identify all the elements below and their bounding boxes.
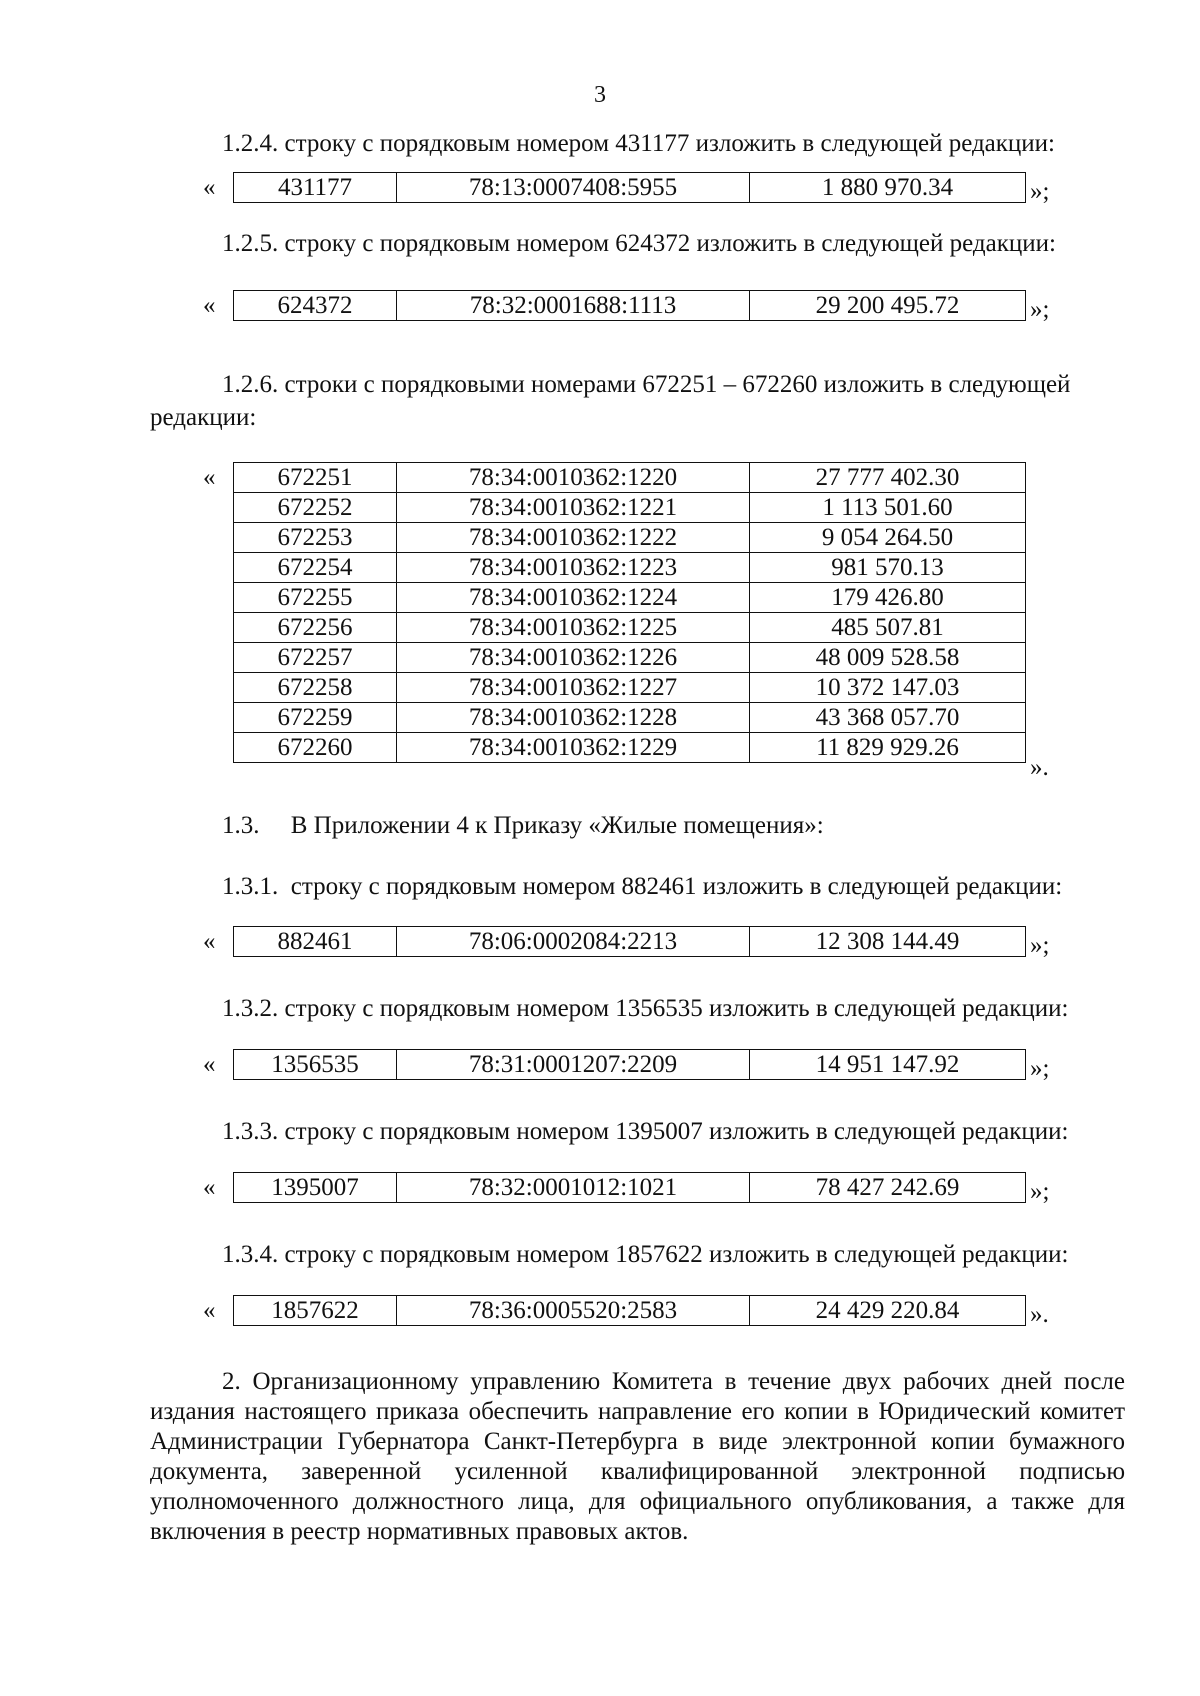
table-row (234, 291, 1026, 321)
cell-cadastral: 78:36:0005520:2583 (397, 1296, 750, 1326)
table-row (234, 1173, 1026, 1203)
closing-paragraph: 2. Организационному управлению Комитета в течение двух рабочих дней после издания настоящего приказа обеспечить направление его копии в Юридический комитет Администрации Губернатора Санкт-Петербурга в виде электронной копии бумажного документа, заверенной усиленной квалифицированной электронной подписью уполномоченного должностного лица, для официального опубликования, а также для включения в реестр нормативных правовых актов. (150, 1368, 1125, 1545)
cell-number: 672257 (234, 643, 397, 673)
table-row (234, 1296, 1026, 1326)
cell-number: 1395007 (234, 1173, 397, 1203)
cell-value: 981 570.13 (750, 553, 1026, 583)
close-quote: ». (1030, 1301, 1049, 1328)
close-quote: »; (1030, 296, 1050, 323)
table-row (234, 613, 1026, 643)
cell-number: 672260 (234, 733, 397, 763)
cell-number: 672256 (234, 613, 397, 643)
clause-1-3-4: 1.3.4. строку с порядковым номером 1857622 изложить в следующей редакции: (222, 1241, 1069, 1268)
table-row (234, 553, 1026, 583)
open-quote: « (203, 174, 216, 201)
cell-value: 29 200 495.72 (750, 291, 1026, 321)
cell-number: 672258 (234, 673, 397, 703)
cell-cadastral: 78:34:0010362:1225 (397, 613, 750, 643)
close-quote: »; (1030, 178, 1050, 205)
cell-cadastral: 78:34:0010362:1229 (397, 733, 750, 763)
cell-cadastral: 78:13:0007408:5955 (397, 173, 750, 203)
table-row (234, 523, 1026, 553)
cell-value: 48 009 528.58 (750, 643, 1026, 673)
cell-number: 1356535 (234, 1050, 397, 1080)
close-quote: ». (1030, 754, 1049, 781)
cell-value: 1 880 970.34 (750, 173, 1026, 203)
table-clause-1-2-4 (233, 172, 1026, 203)
cell-cadastral: 78:34:0010362:1224 (397, 583, 750, 613)
table-clause-1-3-1 (233, 926, 1026, 957)
table-clause-1-2-5 (233, 290, 1026, 321)
cell-cadastral: 78:31:0001207:2209 (397, 1050, 750, 1080)
table-row (234, 583, 1026, 613)
table-row (234, 173, 1026, 203)
open-quote: « (203, 464, 216, 491)
cell-number: 672252 (234, 493, 397, 523)
cell-value: 179 426.80 (750, 583, 1026, 613)
table-clause-1-3-2 (233, 1049, 1026, 1080)
cell-number: 431177 (234, 173, 397, 203)
cell-value: 485 507.81 (750, 613, 1026, 643)
cell-value: 43 368 057.70 (750, 703, 1026, 733)
table-row (234, 733, 1026, 763)
cell-cadastral: 78:32:0001012:1021 (397, 1173, 750, 1203)
open-quote: « (203, 292, 216, 319)
close-quote: »; (1030, 932, 1050, 959)
table-row (234, 673, 1026, 703)
cell-number: 672253 (234, 523, 397, 553)
table-row (234, 493, 1026, 523)
cell-number: 882461 (234, 927, 397, 957)
open-quote: « (203, 1051, 216, 1078)
cell-value: 78 427 242.69 (750, 1173, 1026, 1203)
cell-cadastral: 78:34:0010362:1226 (397, 643, 750, 673)
table-row (234, 703, 1026, 733)
cell-number: 672259 (234, 703, 397, 733)
cell-number: 1857622 (234, 1296, 397, 1326)
cell-cadastral: 78:34:0010362:1228 (397, 703, 750, 733)
cell-number: 672254 (234, 553, 397, 583)
cell-value: 1 113 501.60 (750, 493, 1026, 523)
cell-number: 624372 (234, 291, 397, 321)
close-quote: »; (1030, 1055, 1050, 1082)
cell-cadastral: 78:34:0010362:1227 (397, 673, 750, 703)
cell-cadastral: 78:06:0002084:2213 (397, 927, 750, 957)
clause-1-2-6: 1.2.6. строки с порядковыми номерами 672251 – 672260 изложить в следующей редакции: (150, 371, 1071, 431)
table-clause-1-3-3 (233, 1172, 1026, 1203)
table-row (234, 463, 1026, 493)
cell-number: 672251 (234, 463, 397, 493)
table-row (234, 1050, 1026, 1080)
cell-cadastral: 78:34:0010362:1222 (397, 523, 750, 553)
open-quote: « (203, 928, 216, 955)
table-clause-1-3-4 (233, 1295, 1026, 1326)
cell-number: 672255 (234, 583, 397, 613)
cell-cadastral: 78:34:0010362:1223 (397, 553, 750, 583)
clause-1-3-2: 1.3.2. строку с порядковым номером 1356535 изложить в следующей редакции: (222, 995, 1069, 1022)
clause-1-2-5: 1.2.5. строку с порядковым номером 624372 изложить в следующей редакции: (222, 230, 1056, 257)
table-row (234, 927, 1026, 957)
clause-1-3-3: 1.3.3. строку с порядковым номером 1395007 изложить в следующей редакции: (222, 1118, 1069, 1145)
close-quote: »; (1030, 1178, 1050, 1205)
cell-cadastral: 78:34:0010362:1221 (397, 493, 750, 523)
clause-1-3-1: 1.3.1. строку с порядковым номером 882461 изложить в следующей редакции: (222, 873, 1063, 900)
cell-value: 9 054 264.50 (750, 523, 1026, 553)
open-quote: « (203, 1297, 216, 1324)
open-quote: « (203, 1174, 216, 1201)
cell-value: 12 308 144.49 (750, 927, 1026, 957)
clause-1-3: 1.3. В Приложении 4 к Приказу «Жилые помещения»: (222, 812, 824, 839)
clause-1-2-4: 1.2.4. строку с порядковым номером 431177 изложить в следующей редакции: (222, 130, 1056, 157)
cell-value: 27 777 402.30 (750, 463, 1026, 493)
page-number: 3 (594, 82, 606, 108)
cell-cadastral: 78:34:0010362:1220 (397, 463, 750, 493)
cell-value: 24 429 220.84 (750, 1296, 1026, 1326)
cell-value: 14 951 147.92 (750, 1050, 1026, 1080)
cell-value: 11 829 929.26 (750, 733, 1026, 763)
cell-cadastral: 78:32:0001688:1113 (397, 291, 750, 321)
table-row (234, 643, 1026, 673)
cell-value: 10 372 147.03 (750, 673, 1026, 703)
table-clause-1-2-6 (233, 462, 1026, 763)
